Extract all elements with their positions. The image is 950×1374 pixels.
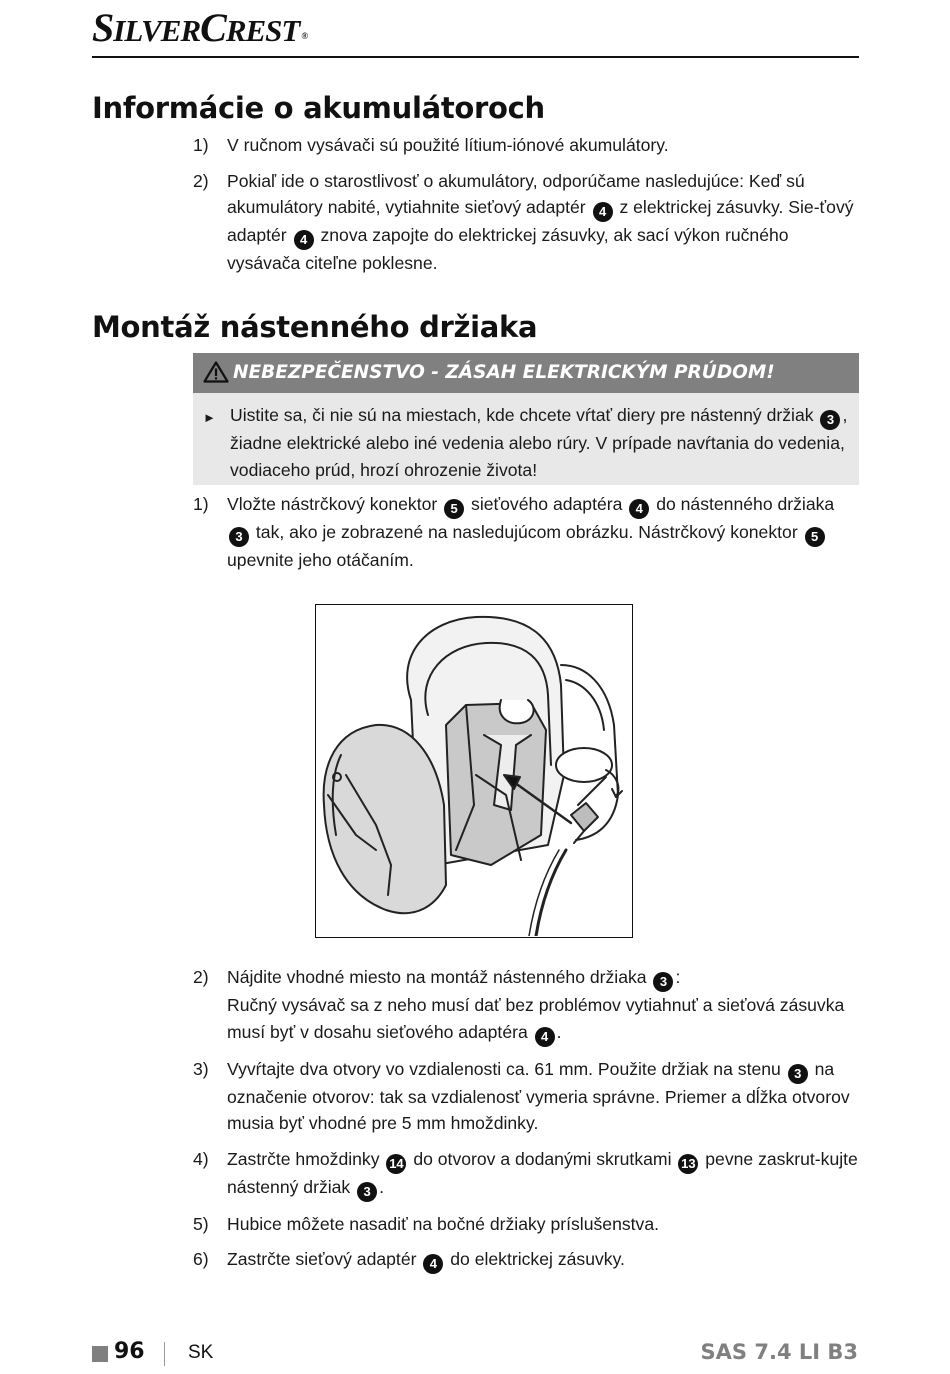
ref-badge: 3 [653, 972, 673, 992]
ref-badge: 4 [294, 230, 314, 250]
warning-triangle-icon [203, 361, 229, 383]
ref-badge: 3 [229, 527, 249, 547]
section-title-wall-mount: Montáž nástenného držiaka [92, 310, 538, 344]
list-item: 2) Pokiaľ ide o starostlivosť o akumulátory, odporúčame nasledujúce: Keď sú akumulátory nabité, vytiahnite sieťový adaptér 4 z elektrickej zásuvky. Sie-ťový adaptér 4 znova zapojte do elektrickej zásuvky, ak sací výkon ručného vysávača citeľne poklesne. [193, 170, 854, 273]
bullet-arrow-icon: ► [203, 410, 216, 425]
wall-mount-drawing [316, 605, 631, 936]
battery-list [193, 132, 863, 286]
ref-badge: 4 [593, 202, 613, 222]
section-title-batteries: Informácie o akumulátoroch [92, 91, 545, 125]
ref-badge: 3 [788, 1064, 808, 1084]
wall-mount-illustration [315, 604, 633, 938]
list-item: 5) Hubice môžete nasadiť na bočné držiaky príslušenstva. [193, 1213, 660, 1234]
ref-badge: 13 [678, 1154, 698, 1174]
brand-logo: SILVERCREST ® [92, 5, 308, 50]
ref-badge: 5 [805, 527, 825, 547]
header-rule [92, 56, 859, 58]
ref-badge: 4 [535, 1027, 555, 1047]
list-item: 2) Nájdite vhodné miesto na montáž nástenného držiaka 3 : Ručný vysávač sa z neho musí dať bez problémov vytiahnuť a sieťová zásuvka musí byť v dosahu sieťového adaptéra 4 . [193, 964, 863, 1047]
warning-header: NEBEZPEČENSTVO - ZÁSAH ELEKTRICKÝM PRÚDOM! [193, 353, 859, 393]
ref-badge: 5 [444, 499, 464, 519]
footer-divider [164, 1342, 165, 1366]
ref-badge: 3 [357, 1182, 377, 1202]
ref-badge: 4 [629, 499, 649, 519]
list-item: 1) V ručnom vysávači sú použité lítium-iónové akumulátory. [193, 135, 669, 155]
mount-steps-b [193, 964, 863, 1283]
model-number: SAS 7.4 LI B3 [700, 1340, 858, 1364]
warning-body: ► Uistite sa, či nie sú na miestach, kde chcete vŕtať diery pre nástenný držiak 3 , žiadne elektrické alebo iné vedenia alebo rúry. V prípade navŕtania do vedenia, vodiaceho prúd, hrozí ohrozenie života! [193, 393, 859, 485]
list-item: 6) Zastrčte sieťový adaptér 4 do elektrickej zásuvky. [193, 1246, 863, 1274]
ref-badge: 14 [386, 1154, 406, 1174]
language-code: SK [188, 1342, 214, 1363]
page-number: 96 [114, 1339, 145, 1364]
list-item: 3) Vyvŕtajte dva otvory vo vzdialenosti ca. 61 mm. Použite držiak na stenu 3 na označenie otvorov: tak sa vzdialenosť vymeria správne. Priemer a dĺžka otvorov musia byť vhodné pre 5 mm hmoždinky. [193, 1058, 850, 1133]
mount-steps-a [193, 491, 863, 583]
list-item: 4) Zastrčte hmoždinky 14 do otvorov a dodanými skrutkami 13 pevne zaskrut-kujte nástenný držiak 3 . [193, 1146, 863, 1202]
ref-badge: 4 [423, 1254, 443, 1274]
ref-badge: 3 [820, 410, 840, 430]
list-item: 1) Vložte nástrčkový konektor 5 sieťového adaptéra 4 do nástenného držiaka 3 tak, ako je zobrazené na nasledujúcom obrázku. Nástrčkový konektor 5 upevnite jeho otáčaním. [193, 494, 835, 570]
page-marker-square [92, 1346, 108, 1362]
